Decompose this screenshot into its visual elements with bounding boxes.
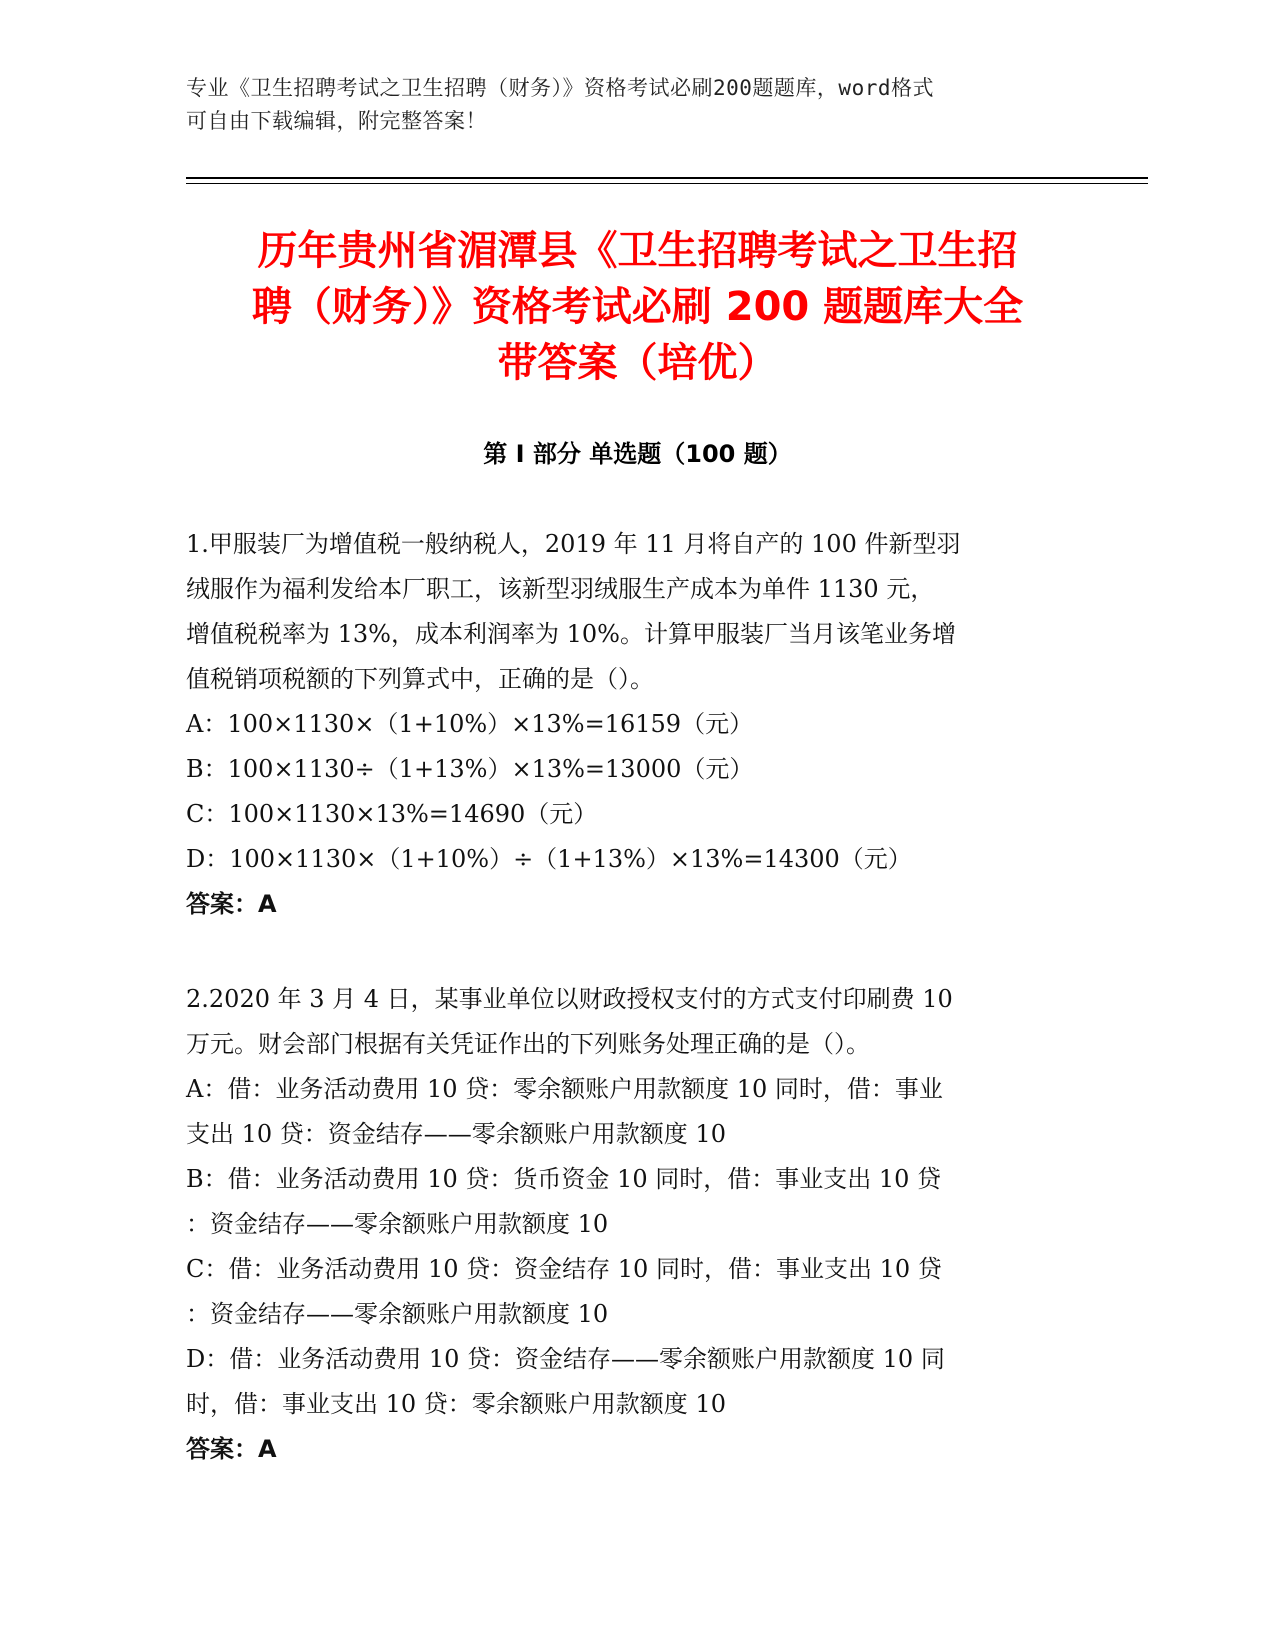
option-b: B：100×1130÷（1+13%）×13%=13000（元） [186, 755, 754, 783]
title-line: 带答案（培优） [497, 340, 778, 386]
option-a: A：100×1130×（1+10%）×13%=16159（元） [186, 710, 754, 738]
header-divider-thin [186, 183, 1148, 184]
question-stem-line: 值税销项税额的下列算式中，正确的是（）。 [186, 665, 654, 693]
question-stem-line: 万元。财会部门根据有关凭证作出的下列账务处理正确的是（）。 [186, 1030, 870, 1058]
option-a: A：借：业务活动费用 10 贷：零余额账户用款额度 10 同时，借：事业 [186, 1075, 943, 1103]
question-stem-line: 2.2020 年 3 月 4 日，某事业单位以财政授权支付的方式支付印刷费 10 [186, 985, 953, 1013]
option-d-continued: 时，借：事业支出 10 贷：零余额账户用款额度 10 [186, 1390, 726, 1418]
question-stem-line: 1.甲服装厂为增值税一般纳税人，2019 年 11 月将自产的 100 件新型羽 [186, 530, 961, 558]
title-line: 历年贵州省湄潭县《卫生招聘考试之卫生招 [257, 228, 1018, 274]
answer: 答案：A [186, 890, 277, 918]
option-b: B：借：业务活动费用 10 贷：货币资金 10 同时，借：事业支出 10 贷 [186, 1165, 942, 1193]
option-c: C：100×1130×13%=14690（元） [186, 800, 598, 828]
question-stem-line: 增值税税率为 13%，成本利润率为 10%。计算甲服装厂当月该笔业务增 [186, 620, 956, 648]
header-note [186, 72, 1066, 138]
title-line: 聘（财务）》资格考试必刷 200 题题库大全 [251, 284, 1024, 330]
answer: 答案：A [186, 1435, 277, 1463]
header-divider-thick [186, 177, 1148, 179]
question-stem-line: 绒服作为福利发给本厂职工，该新型羽绒服生产成本为单件 1130 元， [186, 575, 935, 603]
header-note-line: 专业《卫生招聘考试之卫生招聘（财务）》资格考试必刷200题题库，word格式 [186, 76, 934, 100]
option-c: C：借：业务活动费用 10 贷：资金结存 10 同时，借：事业支出 10 贷 [186, 1255, 942, 1283]
question-2 [186, 977, 1066, 1472]
document-title [186, 223, 1089, 391]
option-d: D：100×1130×（1+10%）÷（1+13%）×13%=14300（元） [186, 845, 912, 873]
header-note-line: 可自由下载编辑，附完整答案！ [186, 109, 487, 133]
option-a-continued: 支出 10 贷：资金结存——零余额账户用款额度 10 [186, 1120, 726, 1148]
section-title: 第 I 部分 单选题（100 题） [483, 440, 792, 468]
option-d: D：借：业务活动费用 10 贷：资金结存——零余额账户用款额度 10 同 [186, 1345, 945, 1373]
option-c-continued: ：资金结存——零余额账户用款额度 10 [186, 1300, 609, 1328]
question-1 [186, 522, 1066, 927]
option-b-continued: ：资金结存——零余额账户用款额度 10 [186, 1210, 609, 1238]
